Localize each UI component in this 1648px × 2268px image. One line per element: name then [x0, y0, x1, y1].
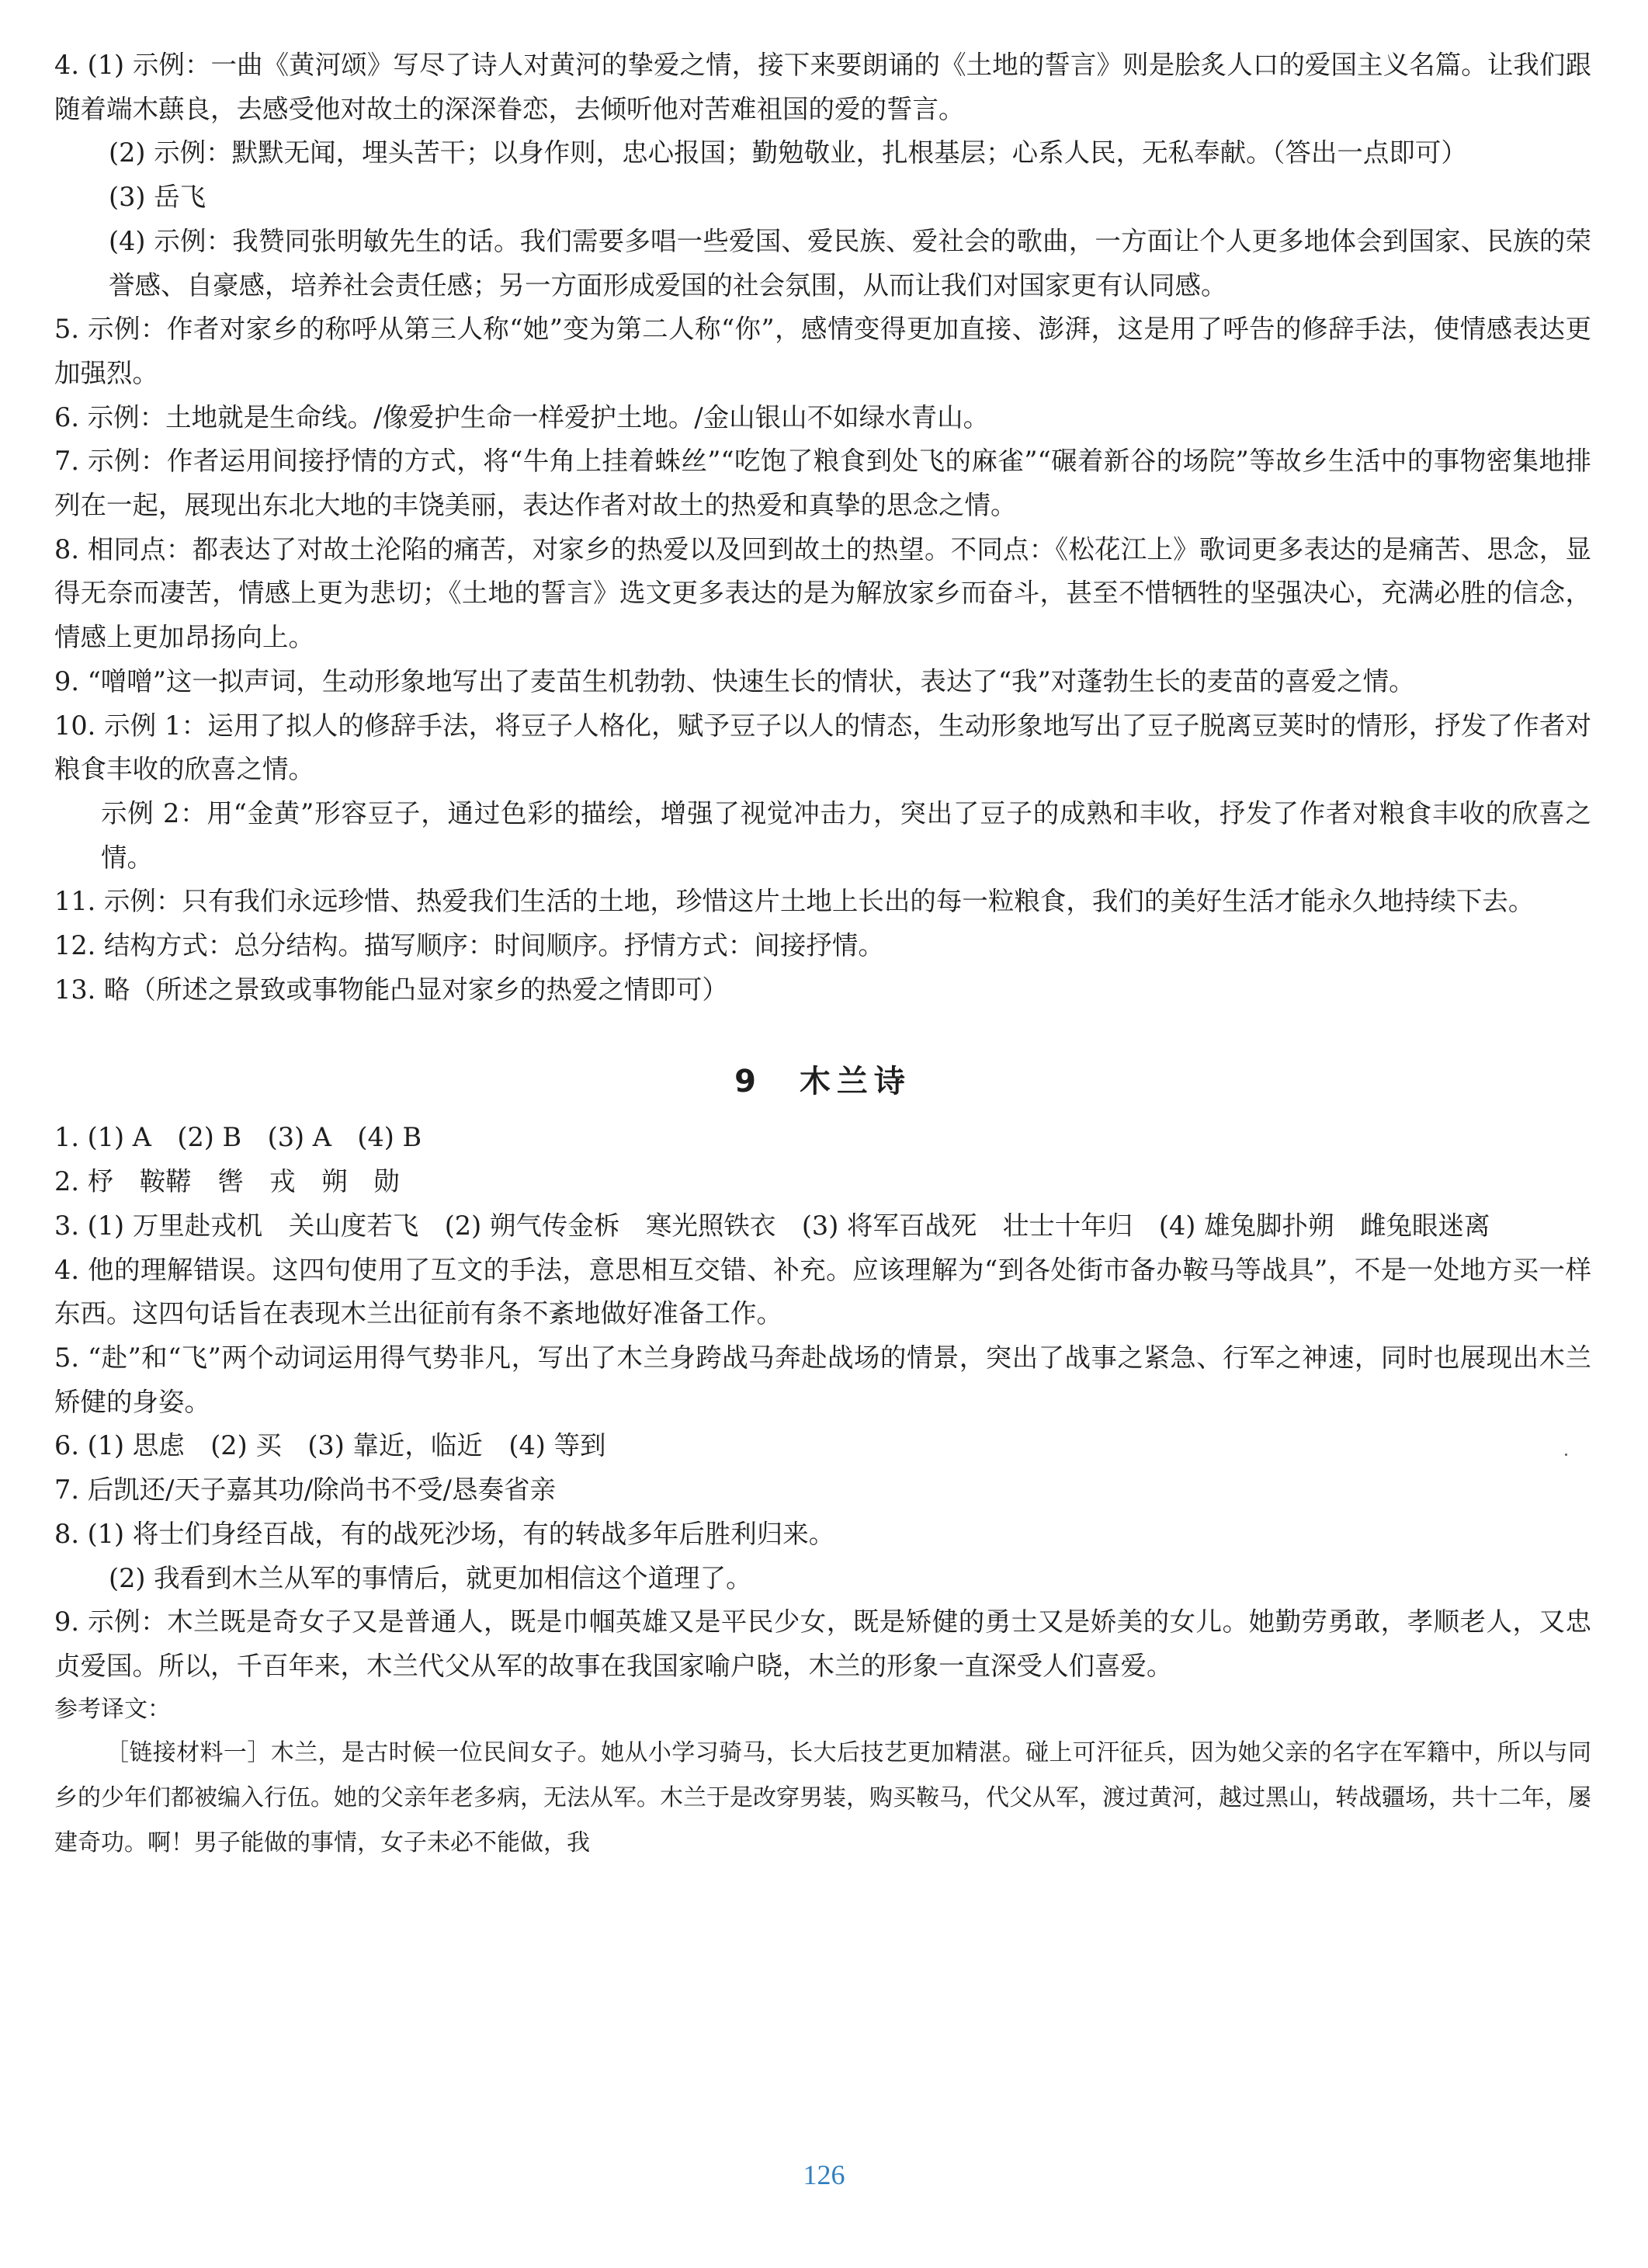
answer-5: 5. 示例：作者对家乡的称呼从第三人称“她”变为第二人称“你”，感情变得更加直接、澎湃，这是用了呼告的修辞手法，使情感表达更加强烈。 — [54, 314, 1591, 388]
mulan-answer-2: 2. 杼 鞍鞯 辔 戎 朔 勋 — [54, 1166, 400, 1197]
answer-9: 9. “噌噌”这一拟声词，生动形象地写出了麦苗生机勃勃、快速生长的情状，表达了“我”对蓬勃生长的麦苗的喜爱之情。 — [54, 665, 1415, 696]
answer-10-example-1: 10. 示例 1：运用了拟人的修辞手法，将豆子人格化，赋予豆子以人的情态，生动形象地写出了豆子脱离豆荚时的情形，抒发了作者对粮食丰收的欣喜之情。 — [54, 710, 1591, 785]
answer-10-example-2: 示例 2：用“金黄”形容豆子，通过色彩的描绘，增强了视觉冲击力，突出了豆子的成熟和丰收，抒发了作者对粮食丰收的欣喜之情。 — [101, 797, 1591, 873]
mulan-answer-7: 7. 后凯还/天子嘉其功/除尚书不受/恳奏省亲 — [54, 1474, 556, 1506]
answer-13: 13. 略（所述之景致或事物能凸显对家乡的热爱之情即可） — [54, 974, 728, 1005]
mulan-answer-6: 6. (1) 思虑 (2) 买 (3) 靠近，临近 (4) 等到 — [54, 1430, 606, 1461]
answer-4-2: (2) 示例：默默无闻，埋头苦干；以身作则，忠心报国；勤勉敬业，扎根基层；心系人民，无私奉献。（答出一点即可） — [109, 137, 1467, 168]
mulan-answer-8-2: (2) 我看到木兰从军的事情后，就更加相信这个道理了。 — [109, 1562, 752, 1593]
reference-label: 参考译文： — [54, 1695, 171, 1723]
answer-8: 8. 相同点：都表达了对故土沦陷的痛苦，对家乡的热爱以及回到故土的热望。不同点：《松花江上》歌词更多表达的是痛苦、思念，显得无奈而凄苦，情感上更为悲切；《土地的誓言》选文更多表达的是为解放家乡而奋斗，甚至不惜牺牲的坚强决心，充满必胜的信念，情感上更加昂扬向上。 — [54, 533, 1591, 653]
answer-7: 7. 示例：作者运用间接抒情的方式，将“牛角上挂着蛛丝”“吃饱了粮食到处飞的麻雀”“碾着新谷的场院”等故乡生活中的事物密集地排列在一起，展现出东北大地的丰饶美丽，表达作者对故土的热爱和真挚的思念之情。 — [54, 446, 1591, 521]
answer-4-4: (4) 示例：我赞同张明敏先生的话。我们需要多唱一些爱国、爱民族、爱社会的歌曲，一方面让个人更多地体会到国家、民族的荣誉感、自豪感，培养社会责任感；另一方面形成爱国的社会氛围，从而让我们对国家更有认同感。 — [109, 225, 1591, 300]
scan-speck — [1565, 1454, 1567, 1456]
mulan-answer-1: 1. (1) A (2) B (3) A (4) B — [54, 1122, 422, 1153]
mulan-answer-4: 4. 他的理解错误。这四句使用了互文的手法，意思相互交错、补充。应该理解为“到各处街市备办鞍马等战具”，不是一处地方买一样东西。这四句话旨在表现木兰出征前有条不紊地做好准备工作。 — [54, 1254, 1591, 1329]
page-content — [54, 43, 1591, 1866]
section-title: 9 木兰诗 — [734, 1064, 911, 1100]
page-number: 126 — [803, 2159, 845, 2190]
mulan-answer-8-1: 8. (1) 将士们身经百战，有的战死沙场，有的转战多年后胜利归来。 — [54, 1518, 835, 1549]
answer-4-1: 4. (1) 示例：一曲《黄河颂》写尽了诗人对黄河的挚爱之情，接下来要朗诵的《土地的誓言》则是脍炙人口的爱国主义名篇。让我们跟随着端木蕻良，去感受他对故土的深深眷恋，去倾听他对苦难祖国的爱的誓言。 — [54, 50, 1591, 124]
answer-6: 6. 示例：土地就是生命线。/像爱护生命一样爱护土地。/金山银山不如绿水青山。 — [54, 401, 990, 432]
mulan-answer-5: 5. “赴”和“飞”两个动词运用得气势非凡，写出了木兰身跨战马奔赴战场的情景，突出了战事之紧急、行军之神速，同时也展现出木兰矫健的身姿。 — [54, 1342, 1591, 1417]
reference-translation: ［链接材料一］木兰，是古时候一位民间女子。她从小学习骑马，长大后技艺更加精湛。碰上可汗征兵，因为她父亲的名字在军籍中，所以与同乡的少年们都被编入行伍。她的父亲年老多病，无法从军。木兰于是改穿男装，购买鞍马，代父从军，渡过黄河，越过黑山，转战疆场，共十二年，屡建奇功。啊！男子能做的事情，女子未必不能做，我 — [54, 1738, 1591, 1856]
answer-4-3: (3) 岳飞 — [109, 182, 206, 213]
answer-11: 11. 示例：只有我们永远珍惜、热爱我们生活的土地，珍惜这片土地上长出的每一粒粮食，我们的美好生活才能永久地持续下去。 — [54, 886, 1535, 917]
mulan-answer-3: 3. (1) 万里赴戎机 关山度若飞 (2) 朔气传金柝 寒光照铁衣 (3) 将军百战死 壮士十年归 (4) 雄兔脚扑朔 雌兔眼迷离 — [54, 1210, 1490, 1241]
answer-12: 12. 结构方式：总分结构。描写顺序：时间顺序。抒情方式：间接抒情。 — [54, 930, 884, 961]
mulan-answer-9: 9. 示例：木兰既是奇女子又是普通人，既是巾帼英雄又是平民少女，既是矫健的勇士又是娇美的女儿。她勤劳勇敢，孝顺老人，又忠贞爱国。所以，千百年来，木兰代父从军的故事在我国家喻户晓，木兰的形象一直深受人们喜爱。 — [54, 1606, 1591, 1681]
